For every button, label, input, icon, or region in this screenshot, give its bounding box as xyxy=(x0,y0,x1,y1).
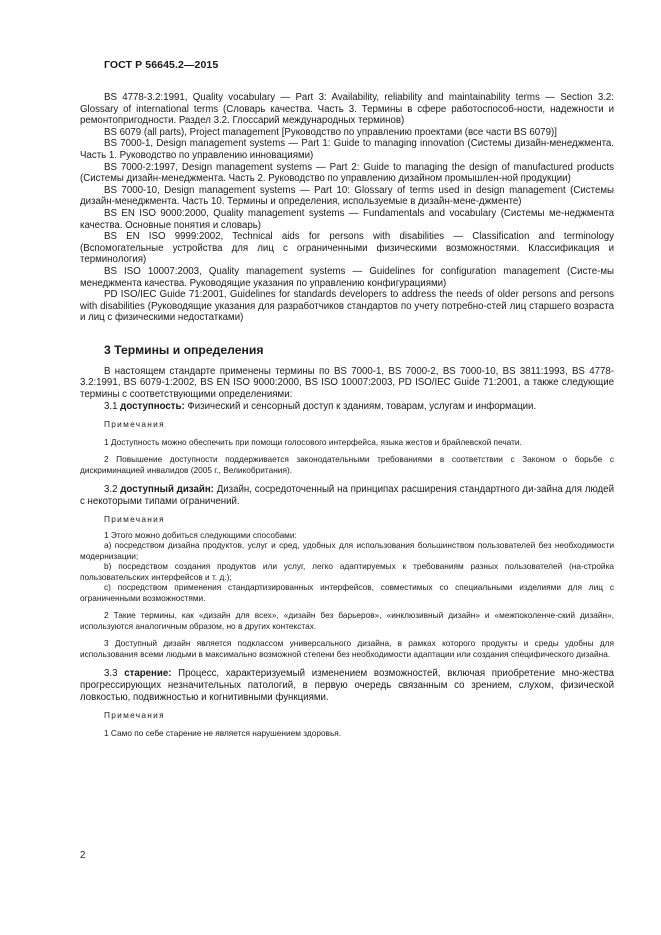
note-item: 1 Этого можно добиться следующими способами: xyxy=(104,529,297,540)
page-number: 2 xyxy=(80,850,86,861)
reference-item: BS 6079 (all parts), Project management [Руководство по управлению проектами (все части BS 6079)] xyxy=(104,126,557,138)
note-item: 1 Доступность можно обеспечить при помощи голосового интерфейса, языка жестов и брайлевской печати. xyxy=(104,436,522,447)
term-number: 3.2 xyxy=(104,484,118,496)
page-body xyxy=(80,92,614,738)
reference-item: BS EN ISO 9000:2000, Quality management systems — Fundamentals and vocabulary (Системы ме-неджмента качества. Основные понятия и словарь) xyxy=(80,207,614,231)
note-item: a) посредством дизайна продуктов, услуг и сред, удобных для использования большинством пользователей без необходимости модернизации; xyxy=(80,540,614,561)
document-header: ГОСТ Р 56645.2—2015 xyxy=(104,59,219,71)
note-item: 3 Доступный дизайн является подклассом универсального дизайна, в рамках которого продукты и среды удобны для использования всеми людьми в максимально возможной степени без необходимости адаптации или создания специфического дизайна. xyxy=(80,638,614,659)
notes-heading: Примечания xyxy=(104,710,165,721)
term-3-3 xyxy=(80,668,614,703)
note-item: c) посредством применения стандартизированных интерфейсов, совместимых со специальными изделиями для лиц с ограниченными возможностями. xyxy=(80,582,614,603)
reference-item: BS 7000-10, Design management systems — Part 10: Glossary of terms used in design management (Системы дизайн-менеджмента. Часть 10. Термины и определения, используемые в дизайн-мене-джменте) xyxy=(80,184,614,208)
term-definition: Дизайн, сосредоточенный на принципах расширения стандартного ди-зайна для людей с некоторыми типами ограничений. xyxy=(80,484,614,507)
reference-item: BS ISO 10007:2003, Quality management systems — Guidelines for configuration management (Систе-мы менеджмента качества. Руководящие указания по управлению конфигурациями) xyxy=(80,265,614,289)
term-name: доступный дизайн: xyxy=(120,484,214,496)
term-number: 3.3 xyxy=(104,668,118,680)
term-3-2 xyxy=(80,484,614,507)
term-definition: Процесс, характеризуемый изменением возможностей, включая приобретение мно-жества прогрессирующих незначительных патологий, в первую очередь связанным со зрением, слухом, физической ловкостью, подвижностью и когнитивными функциями. xyxy=(80,668,614,703)
reference-item: PD ISO/IEC Guide 71:2001, Guidelines for standards developers to address the needs of older persons and persons with disabilities (Руководящие указания для разработчиков стандартов по учету потребно-стей лиц старшего возраста и лиц с физическими недостатками) xyxy=(80,289,614,324)
notes-heading: Примечания xyxy=(104,514,165,525)
note-item: 1 Само по себе старение не является нарушением здоровья. xyxy=(104,727,342,738)
reference-item: BS 7000-2:1997, Design management systems — Part 2: Guide to managing the design of manufactured products (Системы дизайн-менеджмента. Часть 2. Руководство по управлению дизайном промышлен-ной продукции) xyxy=(80,161,614,185)
term-3-1 xyxy=(80,401,614,413)
note-item: 2 Повышение доступности поддерживается законодательными требованиями в соответствии с Законом о борьбе с дискриминацией инвалидов (2005 г., Великобритания). xyxy=(80,454,614,475)
term-definition: Физический и сенсорный доступ к зданиям, товарам, услугам и информации. xyxy=(187,400,537,412)
reference-item: BS 7000-1, Design management systems — Part 1: Guide to managing innovation (Системы дизайн-менеджмента. Часть 1. Руководство по управлению инновациями) xyxy=(80,138,614,161)
notes-heading: Примечания xyxy=(104,419,165,430)
term-name: доступность: xyxy=(120,400,185,412)
section-heading: 3 Термины и определения xyxy=(104,342,264,357)
section-intro: В настоящем стандарте применены термины по BS 7000-1, BS 7000-2, BS 7000-10, BS 3811:1993, BS 4778-3.2:1991, BS 6079-1:2002, BS EN ISO 9000:2000, BS ISO 10007:2003, PD ISO/IEC Guide 71:2001, а также следующие термины с соответствующими определениями: xyxy=(80,365,614,401)
term-number: 3.1 xyxy=(104,400,118,412)
term-name: старение: xyxy=(124,668,172,680)
reference-item: BS 4778-3.2:1991, Quality vocabulary — Part 3: Availability, reliability and maintainability terms — Section 3.2: Glossary of international terms (Словарь качества. Часть 3. Термины в сфере работоспособ-ности, надежности и ремонтопригодности. Раздел 3.2. Глоссарий международных терминов) xyxy=(80,92,614,127)
reference-item: BS EN ISO 9999:2002, Technical aids for persons with disabilities — Classification and terminology (Вспомогательные устройства для лиц с ограниченными физическими возможностями. Классификация и терминология) xyxy=(80,231,614,266)
note-item: 2 Такие термины, как «дизайн для всех», «дизайн без барьеров», «инклюзивный дизайн» и «межпоколенче-ский дизайн», используются аналогичным образом, но в других контекстах. xyxy=(80,610,614,631)
note-item: b) посредством создания продуктов или услуг, легко адаптируемых к требованиям разных пользователей (на-стройка пользовательских интерфейсов и т. д.); xyxy=(80,561,614,582)
